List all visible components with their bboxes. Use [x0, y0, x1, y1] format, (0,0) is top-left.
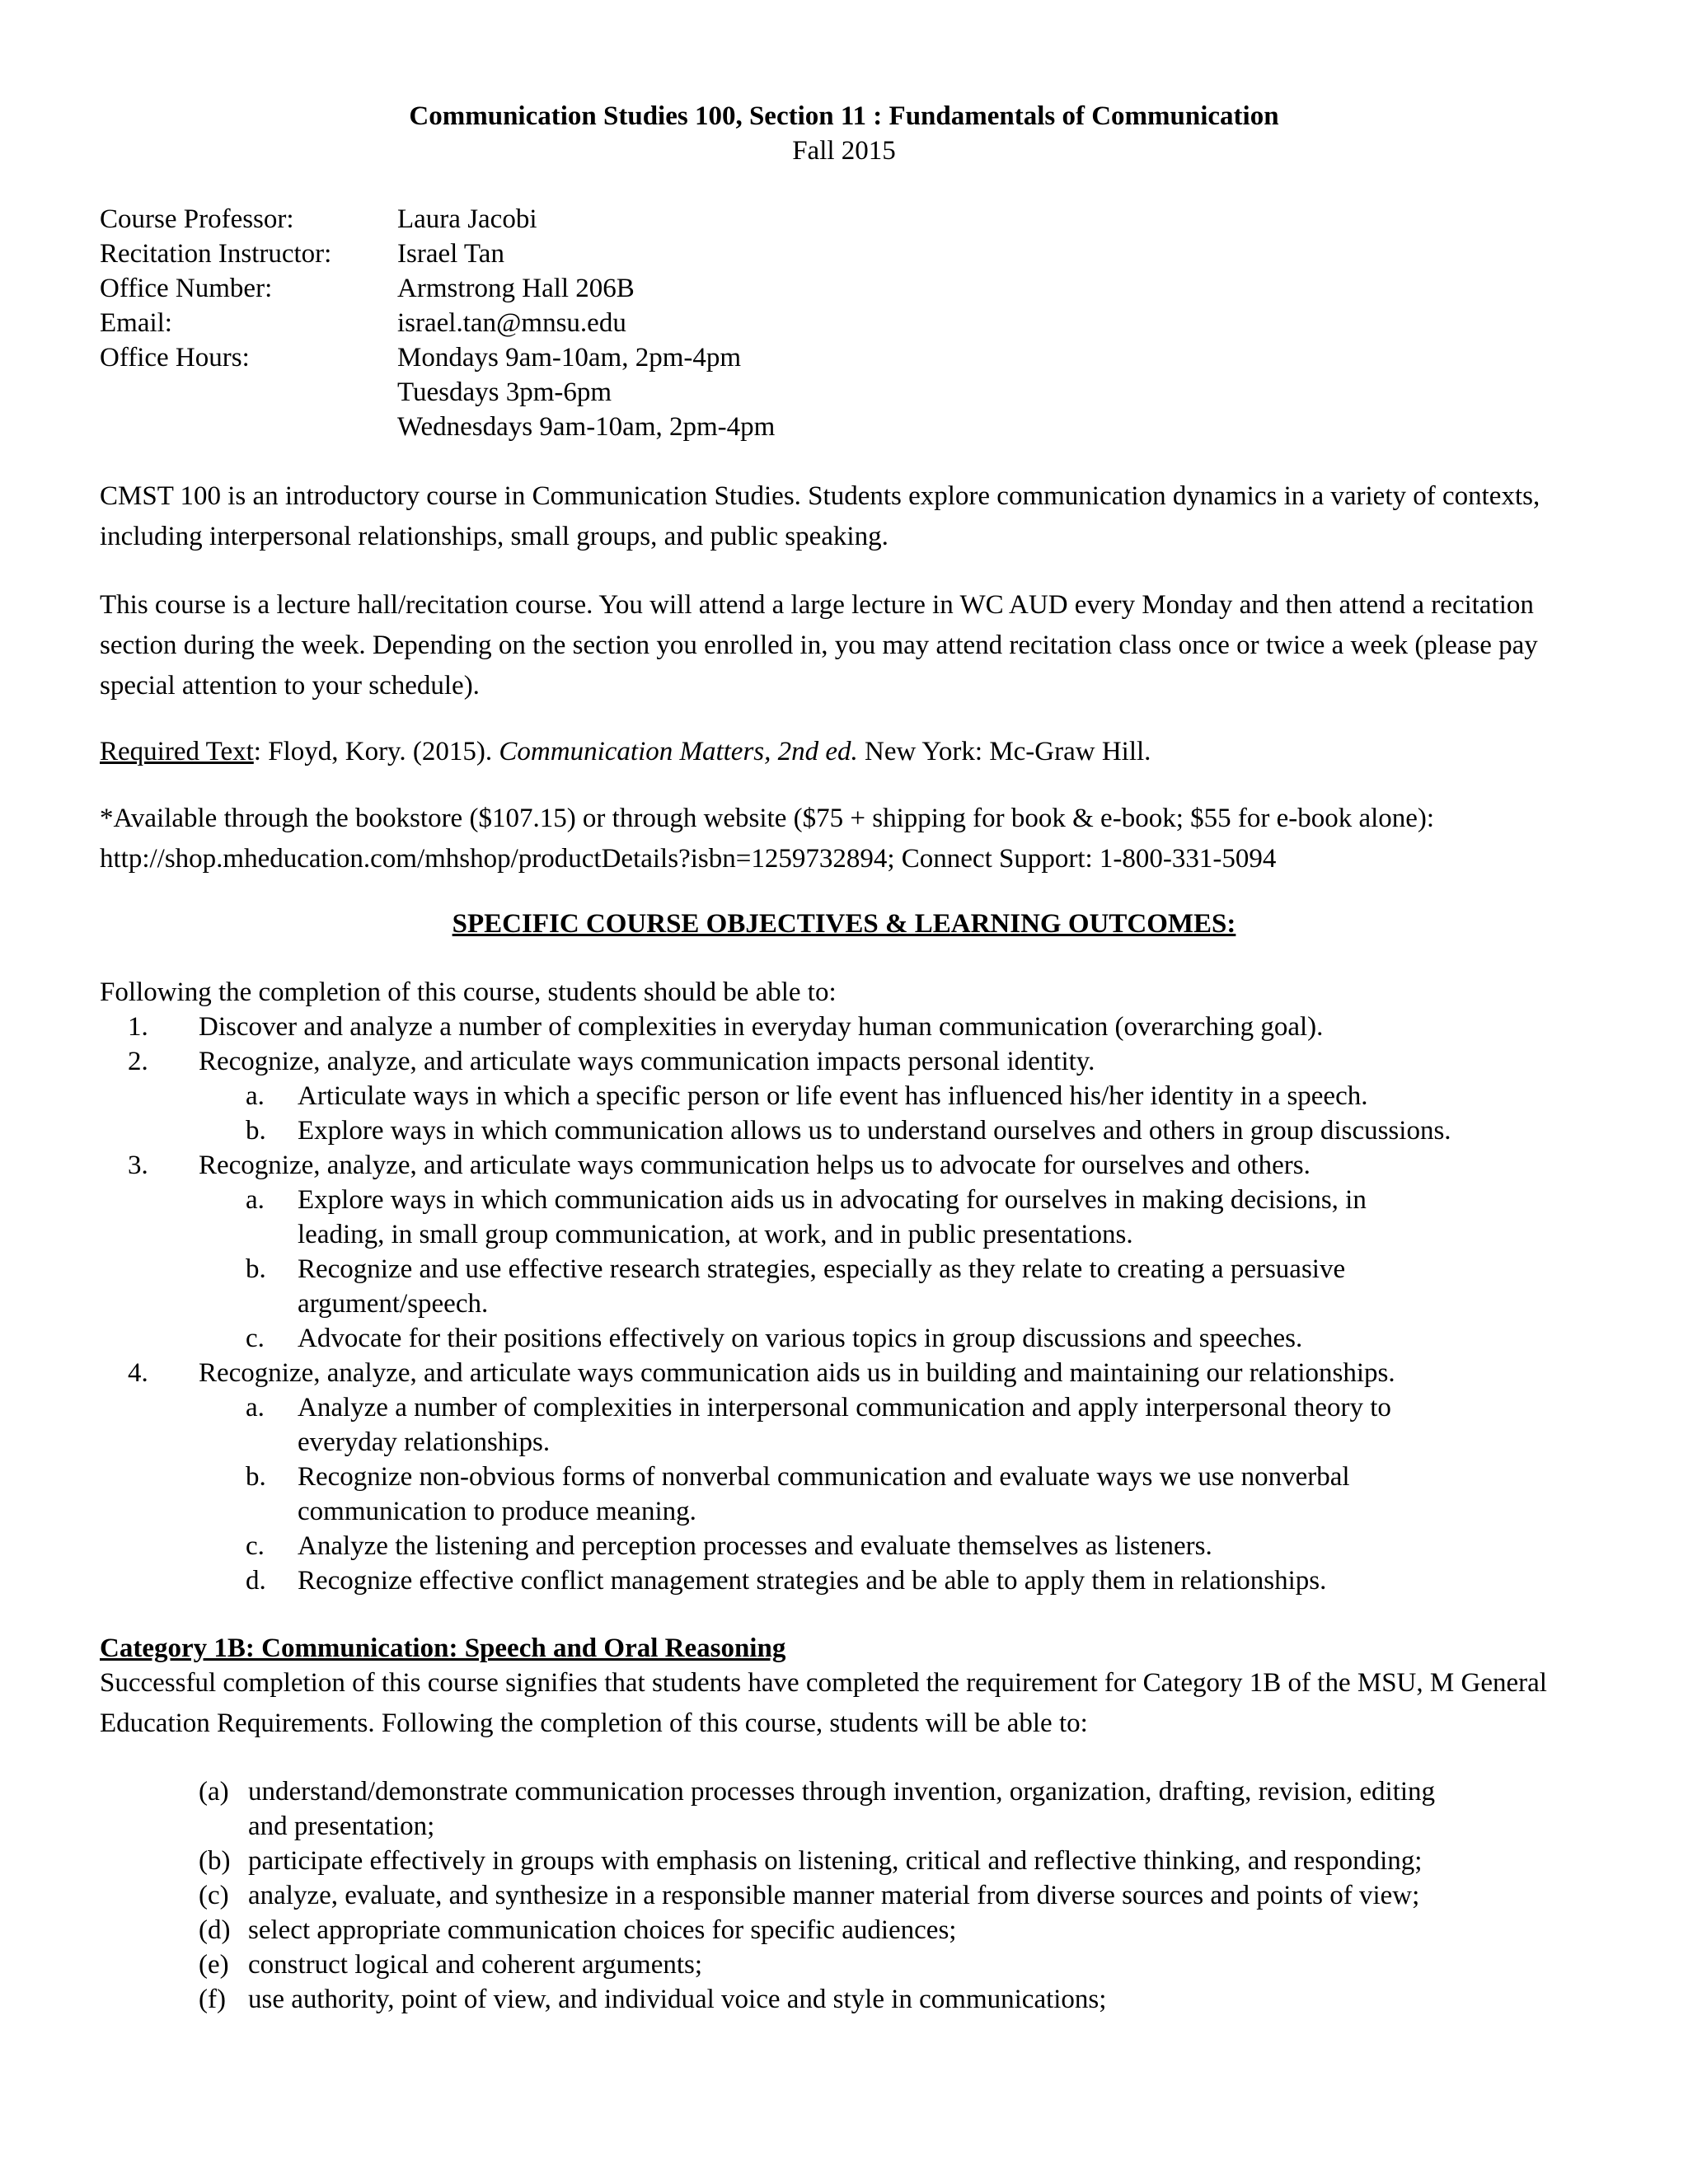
objective-number: 3.: [128, 1151, 148, 1180]
required-text-label: Required Text: [100, 737, 254, 766]
requirement-text: construct logical and coherent arguments;: [248, 1950, 703, 1980]
outcome-text-continued: argument/speech.: [298, 1289, 489, 1319]
office-label: Office Number:: [100, 274, 273, 303]
requirement-text: use authority, point of view, and individual voice and style in communications;: [248, 1985, 1107, 2014]
outcome-text-continued: everyday relationships.: [298, 1427, 551, 1457]
objective-text: Recognize, analyze, and articulate ways communication aids us in building and maintaining our relationships.: [199, 1358, 1395, 1388]
objective-number: 4.: [128, 1358, 148, 1388]
email-label: Email:: [100, 308, 172, 338]
outcome-letter: c.: [246, 1531, 265, 1561]
objective-number: 2.: [128, 1047, 148, 1076]
objectives-lead: Following the completion of this course, students should be able to:: [100, 977, 837, 1007]
outcome-text: Recognize non-obvious forms of nonverbal communication and evaluate ways we use nonverbal: [298, 1462, 1350, 1492]
outcome-text: Analyze a number of complexities in interpersonal communication and apply interpersonal theory to: [298, 1393, 1391, 1422]
requirement-text: understand/demonstrate communication processes through invention, organization, drafting, revision, editing: [248, 1777, 1436, 1807]
outcome-text: Recognize and use effective research strategies, especially as they relate to creating a persuasive: [298, 1254, 1346, 1284]
hours-tuesday: Tuesdays 3pm-6pm: [397, 377, 612, 407]
professor-label: Course Professor:: [100, 204, 294, 234]
hours-label: Office Hours:: [100, 343, 250, 373]
objectives-heading: SPECIFIC COURSE OBJECTIVES & LEARNING OUTCOMES:: [452, 909, 1236, 939]
intro-paragraph-1: CMST 100 is an introductory course in Communication Studies. Students explore communication dynamics in a variety of contexts, including interpersonal relationships, small groups, and public speaking.: [100, 481, 1540, 551]
email-value: israel.tan@mnsu.edu: [397, 308, 626, 338]
objective-text: Discover and analyze a number of complexities in everyday human communication (overarching goal).: [199, 1012, 1324, 1042]
office-value: Armstrong Hall 206B: [397, 274, 635, 303]
outcome-letter: c.: [246, 1324, 265, 1353]
outcome-text: Articulate ways in which a specific person or life event has influenced his/her identity in a speech.: [298, 1081, 1368, 1111]
required-text: [100, 732, 1608, 772]
requirement-letter: (f): [199, 1985, 226, 2014]
intro-paragraph-2: This course is a lecture hall/recitation course. You will attend a large lecture in WC AUD every Monday and then attend a recitation section during the week. Depending on the section you enrolled in, you may attend recitation class once or twice a week (please pay special attention to your schedule).: [100, 590, 1538, 701]
category-heading: Category 1B: Communication: Speech and Oral Reasoning: [100, 1633, 786, 1663]
outcome-text: Advocate for their positions effectively on various topics in group discussions and speeches.: [298, 1324, 1303, 1353]
course-title: Communication Studies 100, Section 11 : Fundamentals of Communication: [409, 101, 1279, 131]
outcome-letter: b.: [246, 1116, 266, 1146]
outcome-text: Explore ways in which communication aids us in advocating for ourselves in making decisions, in: [298, 1185, 1367, 1215]
requirement-letter: (b): [199, 1846, 231, 1876]
requirement-text: participate effectively in groups with emphasis on listening, critical and reflective thinking, and responding;: [248, 1846, 1423, 1876]
objective-number: 1.: [128, 1012, 148, 1042]
outcome-letter: b.: [246, 1254, 266, 1284]
outcome-letter: b.: [246, 1462, 266, 1492]
required-text-citation: : Floyd, Kory. (2015).: [253, 737, 499, 766]
outcome-text: Explore ways in which communication allows us to understand ourselves and others in group discussions.: [298, 1116, 1451, 1146]
instructor-label: Recitation Instructor:: [100, 239, 332, 269]
requirement-text: analyze, evaluate, and synthesize in a responsible manner material from diverse sources and points of view;: [248, 1881, 1420, 1910]
outcome-letter: d.: [246, 1566, 266, 1596]
requirement-letter: (d): [199, 1915, 231, 1945]
required-text-publisher: New York: Mc-Graw Hill.: [857, 737, 1151, 766]
hours-wednesday: Wednesdays 9am-10am, 2pm-4pm: [397, 412, 776, 442]
requirement-text-continued: and presentation;: [248, 1811, 435, 1841]
outcome-letter: a.: [246, 1393, 265, 1422]
outcome-letter: a.: [246, 1185, 265, 1215]
outcome-text-continued: leading, in small group communication, at work, and in public presentations.: [298, 1220, 1133, 1249]
requirement-letter: (c): [199, 1881, 229, 1910]
objective-text: Recognize, analyze, and articulate ways communication helps us to advocate for ourselves and others.: [199, 1151, 1311, 1180]
hours-monday: Mondays 9am-10am, 2pm-4pm: [397, 343, 742, 373]
outcome-text: Analyze the listening and perception processes and evaluate themselves as listeners.: [298, 1531, 1212, 1561]
course-term: Fall 2015: [792, 136, 896, 166]
availability-note: *Available through the bookstore ($107.15) or through website ($75 + shipping for book & e-book; $55 for e-book alone): http://shop.mheducation.com/mhshop/productDetails?isbn=1259732894; Connect Support: 1-800-331-5094: [100, 804, 1435, 874]
outcome-text-continued: communication to produce meaning.: [298, 1497, 696, 1526]
requirement-letter: (a): [199, 1777, 229, 1807]
objective-text: Recognize, analyze, and articulate ways communication impacts personal identity.: [199, 1047, 1095, 1076]
required-text-title: Communication Matters, 2nd ed.: [499, 737, 858, 766]
outcome-letter: a.: [246, 1081, 265, 1111]
requirement-letter: (e): [199, 1950, 229, 1980]
instructor-value: Israel Tan: [397, 239, 504, 269]
professor-value: Laura Jacobi: [397, 204, 537, 234]
outcome-text: Recognize effective conflict management strategies and be able to apply them in relationships.: [298, 1566, 1327, 1596]
category-paragraph: Successful completion of this course signifies that students have completed the requirement for Category 1B of the MSU, M General Education Requirements. Following the completion of this course, students will be able to:: [100, 1668, 1547, 1738]
requirement-text: select appropriate communication choices for specific audiences;: [248, 1915, 957, 1945]
